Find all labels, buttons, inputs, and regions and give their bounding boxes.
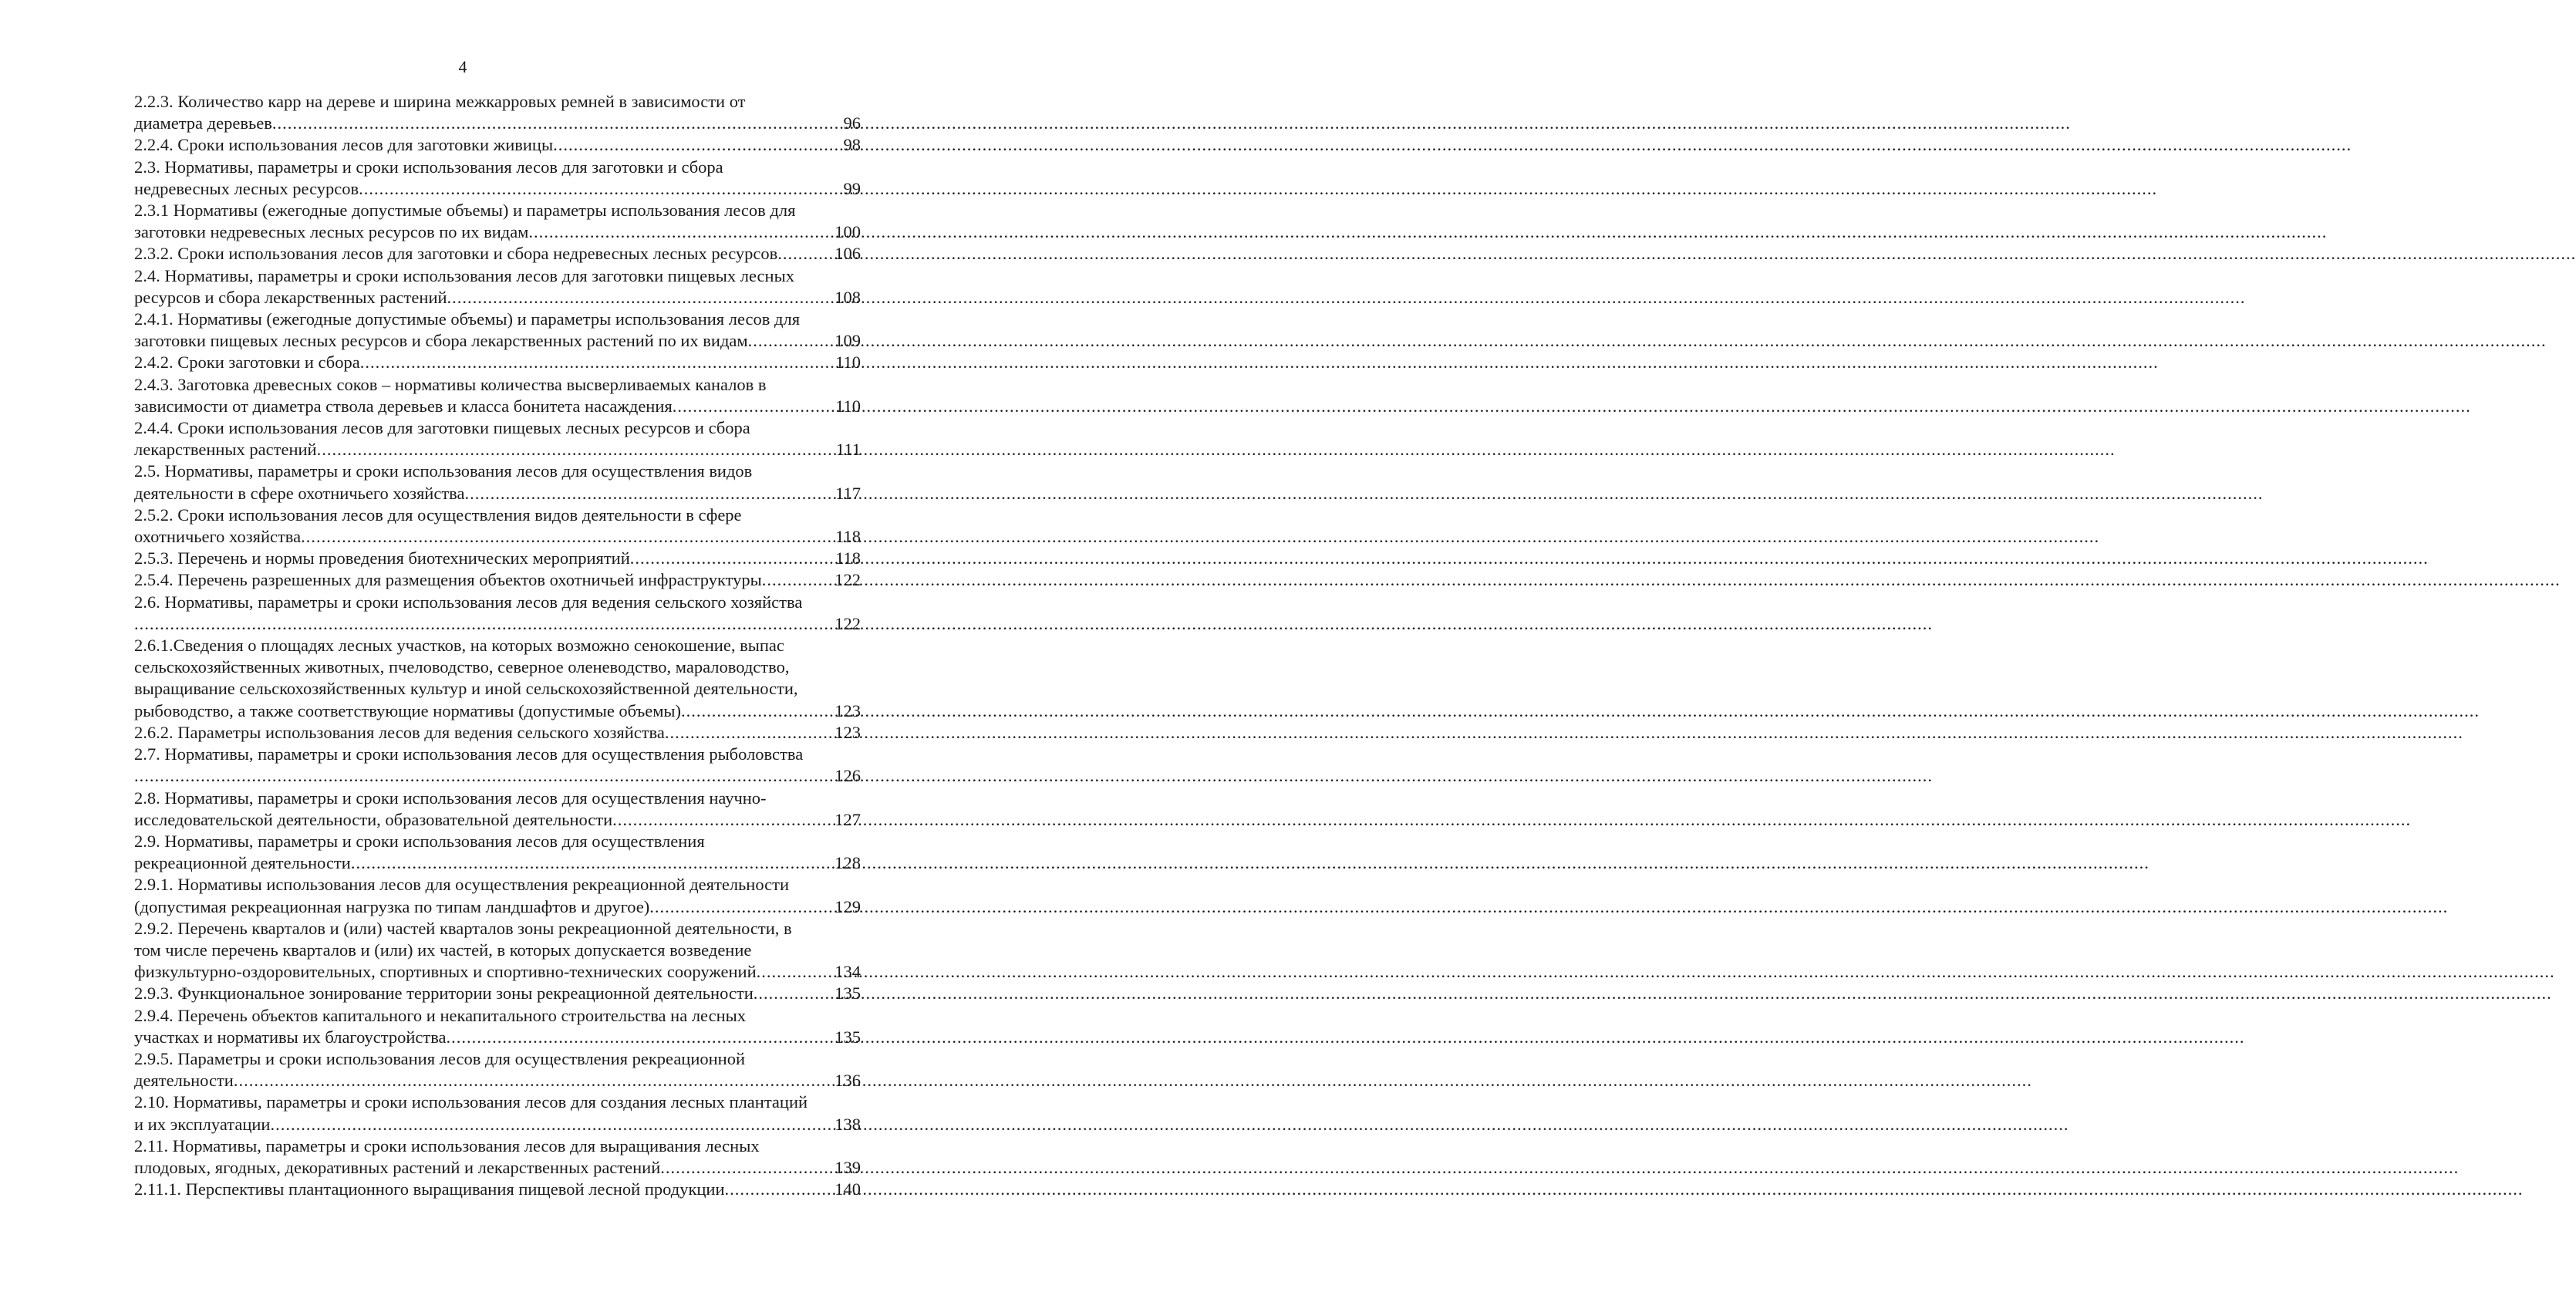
toc-entry-title: физкультурно-оздоровительных, спортивных и спортивно-технических сооружений (134, 962, 757, 982)
toc-entry-line: 2.5.2. Сроки использования лесов для осуществления видов деятельности в сфере (134, 504, 742, 525)
toc-entry-last-line (134, 896, 861, 918)
toc-entry-line: 2.5. Нормативы, параметры и сроки использования лесов для осуществления видов (134, 461, 753, 481)
toc-entry-last-line (134, 765, 861, 787)
toc-entry-last-line (134, 722, 861, 744)
toc-entry-last-line (134, 526, 861, 548)
toc-entry (134, 200, 861, 243)
dot-leader (553, 134, 842, 156)
dot-leader (134, 613, 834, 635)
toc-entry-line: 2.4.3. Заготовка древесных соков – нормативы количества высверливаемых каналов в (134, 374, 767, 394)
toc-entry-last-line (134, 983, 861, 1004)
toc-page-number: 135 (835, 1027, 861, 1047)
dot-leader (134, 765, 834, 787)
toc-page-number: 98 (843, 135, 861, 155)
toc-entry-line: 2.6. Нормативы, параметры и сроки использования лесов для ведения сельского хозяйства (134, 592, 803, 612)
toc-entry-last-line (134, 569, 861, 591)
toc-entry (134, 461, 861, 504)
toc-page-number: 140 (835, 1179, 861, 1199)
toc-entry (134, 1048, 861, 1091)
toc-entry (134, 91, 861, 134)
toc-entry-last-line (134, 700, 861, 722)
toc-entry-line: сельскохозяйственных животных, пчеловодство, северное оленеводство, мараловодство, (134, 657, 790, 677)
toc-entry-title: рекреационной деятельности (134, 853, 351, 873)
toc-entry-line: 2.4. Нормативы, параметры и сроки использования лесов для заготовки пищевых лесных (134, 265, 794, 285)
toc-entry-last-line (134, 134, 861, 156)
toc-page-number: 110 (835, 396, 861, 416)
toc-entry (134, 592, 861, 635)
dot-leader (272, 113, 843, 134)
toc-page-number: 118 (835, 527, 861, 547)
toc-entry-line: 2.3.1 Нормативы (ежегодные допустимые объемы) и параметры использования лесов для (134, 201, 796, 221)
toc-entry-line: 2.9.5. Параметры и сроки использования лесов для осуществления рекреационной (134, 1048, 746, 1068)
toc-entry-line: 2.4.1. Нормативы (ежегодные допустимые объемы) и параметры использования лесов для (134, 309, 801, 329)
dot-leader (762, 569, 834, 591)
toc-entry-title: 2.11.1. Перспективы плантационного выращивания пищевой лесной продукции (134, 1179, 725, 1199)
toc-page-number: 122 (835, 613, 861, 633)
toc-page-number: 134 (835, 962, 861, 982)
toc-entry-title: лекарственных растений (134, 440, 317, 460)
dot-leader (612, 809, 834, 831)
toc-entry-title: 2.2.4. Сроки использования лесов для заготовки живицы (134, 135, 554, 155)
toc-entry (134, 374, 861, 417)
toc-entry-last-line (134, 548, 861, 569)
toc-entry-last-line (134, 613, 861, 635)
toc-page-number: 108 (835, 287, 861, 307)
toc-entry-title: рыбоводство, а также соответствующие нормативы (допустимые объемы) (134, 700, 682, 720)
toc-entry (134, 918, 861, 983)
toc-entry-title: охотничьего хозяйства (134, 527, 302, 547)
toc-page-number: 138 (835, 1114, 861, 1134)
dot-leader (660, 1157, 834, 1179)
toc-page-number: 129 (835, 896, 861, 916)
toc-entry-last-line (134, 396, 861, 417)
toc-entry-title: (допустимая рекреационная нагрузка по типам ландшафтов и другое) (134, 896, 650, 916)
toc-entry (134, 548, 861, 569)
toc-entry-line: 2.9.2. Перечень кварталов и (или) частей кварталов зоны рекреационной деятельности, в (134, 918, 792, 938)
toc-entry-line: 2.7. Нормативы, параметры и сроки использования лесов для осуществления рыболовства (134, 744, 804, 764)
toc-entry (134, 874, 861, 917)
toc-entry-line: 2.9.4. Перечень объектов капитального и некапитального строительства на лесных (134, 1005, 746, 1025)
dot-leader (360, 352, 835, 373)
toc-entry-last-line (134, 352, 861, 373)
toc-page-number: 135 (835, 983, 861, 1004)
table-of-contents (134, 91, 861, 1200)
dot-leader (447, 1027, 835, 1048)
toc-entry-last-line (134, 243, 861, 265)
dot-leader (665, 722, 834, 744)
toc-entry-title: 2.3.2. Сроки использования лесов для заготовки и сбора недревесных лесных ресурсов (134, 244, 778, 264)
toc-entry-last-line (134, 483, 861, 504)
toc-entry-last-line (134, 1179, 861, 1200)
toc-page-number: 117 (835, 483, 861, 503)
toc-entry-title: 2.5.3. Перечень и нормы проведения биотехнических мероприятий (134, 548, 630, 568)
toc-entry-line: 2.9. Нормативы, параметры и сроки использования лесов для осуществления (134, 831, 705, 851)
toc-page-number: 136 (835, 1071, 861, 1091)
toc-entry (134, 744, 861, 787)
toc-page-number: 96 (843, 113, 861, 133)
dot-leader (754, 983, 834, 1004)
toc-entry (134, 134, 861, 156)
dot-leader (447, 287, 835, 309)
toc-entry-last-line (134, 330, 861, 352)
toc-entry-line: том числе перечень кварталов и (или) их частей, в которых допускается возведение (134, 940, 752, 960)
toc-entry-title: диаметра деревьев (134, 113, 272, 133)
toc-entry (134, 352, 861, 373)
toc-page-number: 126 (835, 766, 861, 786)
dot-leader (649, 896, 834, 918)
dot-leader (464, 483, 835, 504)
page-number: 4 (458, 57, 467, 76)
toc-page-number: 139 (835, 1157, 861, 1177)
toc-page-number: 128 (835, 853, 861, 873)
toc-page-number: 118 (835, 548, 861, 568)
toc-page-number: 123 (835, 700, 861, 720)
toc-page-number: 106 (835, 244, 861, 264)
document-page (0, 0, 926, 1309)
toc-entry-title: деятельности в сфере охотничьего хозяйства (134, 483, 465, 503)
toc-entry (134, 1005, 861, 1048)
toc-entry-last-line (134, 1070, 861, 1091)
toc-entry-last-line (134, 852, 861, 874)
toc-entry (134, 1135, 861, 1179)
toc-entry (134, 265, 861, 309)
toc-entry (134, 1091, 861, 1135)
toc-page-number: 100 (835, 222, 861, 242)
toc-entry-last-line (134, 113, 861, 134)
toc-entry (134, 983, 861, 1004)
toc-entry-last-line (134, 221, 861, 243)
toc-entry-title: деятельности (134, 1071, 234, 1091)
dot-leader (757, 961, 835, 983)
toc-entry-title: недревесных лесных ресурсов (134, 178, 359, 198)
dot-leader (681, 700, 834, 722)
toc-entry-last-line (134, 1114, 861, 1135)
toc-entry (134, 309, 861, 352)
toc-entry-title: ресурсов и сбора лекарственных растений (134, 287, 447, 307)
toc-entry-line: 2.9.1. Нормативы использования лесов для осуществления рекреационной деятельности (134, 875, 790, 895)
toc-page-number: 111 (835, 440, 861, 460)
toc-entry (134, 1179, 861, 1200)
toc-entry-last-line (134, 1157, 861, 1179)
dot-leader (270, 1114, 834, 1135)
toc-entry-line: 2.11. Нормативы, параметры и сроки использования лесов для выращивания лесных (134, 1135, 760, 1155)
toc-entry-title: исследовательской деятельности, образовательной деятельности (134, 809, 613, 829)
dot-leader (748, 330, 835, 352)
dot-leader (630, 548, 835, 569)
toc-entry (134, 635, 861, 722)
dot-leader (528, 221, 834, 243)
toc-entry (134, 417, 861, 461)
toc-entry (134, 788, 861, 831)
dot-leader (234, 1070, 834, 1091)
toc-entry (134, 831, 861, 874)
toc-entry-line: 2.6.1.Сведения о площадях лесных участков, на которых возможно сенокошение, выпас (134, 636, 784, 656)
toc-page-number: 123 (835, 722, 861, 742)
toc-entry-last-line (134, 178, 861, 200)
toc-entry-title: плодовых, ягодных, декоративных растений и лекарственных растений (134, 1157, 661, 1177)
toc-page-number: 109 (835, 331, 861, 351)
toc-entry-line: выращивание сельскохозяйственных культур и иной сельскохозяйственной деятельности, (134, 679, 798, 699)
toc-entry-line: 2.10. Нормативы, параметры и сроки использования лесов для создания лесных плантаций (134, 1092, 808, 1112)
toc-entry-title: участках и нормативы их благоустройства (134, 1027, 447, 1047)
toc-entry-title: 2.4.2. Сроки заготовки и сбора (134, 353, 360, 373)
toc-entry-line: 2.4.4. Сроки использования лесов для заготовки пищевых лесных ресурсов и сбора (134, 418, 750, 438)
toc-entry-title: зависимости от диаметра ствола деревьев и класса бонитета насаждения (134, 396, 673, 416)
dot-leader (351, 852, 834, 874)
toc-entry-last-line (134, 439, 861, 461)
toc-entry (134, 243, 861, 265)
toc-page-number: 110 (835, 353, 861, 373)
toc-entry-title: 2.6.2. Параметры использования лесов для ведения сельского хозяйства (134, 722, 665, 742)
toc-entry-last-line (134, 961, 861, 983)
toc-entry-line: 2.3. Нормативы, параметры и сроки использования лесов для заготовки и сбора (134, 157, 723, 177)
dot-leader (301, 526, 835, 548)
dot-leader (725, 1179, 835, 1200)
toc-entry-line: 2.2.3. Количество карр на дереве и ширина межкарровых ремней в зависимости от (134, 92, 746, 111)
toc-entry-title: заготовки недревесных лесных ресурсов по их видам (134, 222, 529, 242)
toc-page-number: 122 (835, 570, 861, 590)
toc-entry (134, 722, 861, 744)
dot-leader (317, 439, 835, 461)
toc-entry (134, 569, 861, 591)
toc-page-number: 99 (843, 178, 861, 198)
toc-entry-title: и их эксплуатации (134, 1114, 271, 1134)
toc-entry-title: 2.5.4. Перечень разрешенных для размещения объектов охотничьей инфраструктуры (134, 570, 762, 590)
dot-leader (777, 243, 834, 265)
toc-entry-last-line (134, 809, 861, 831)
toc-entry-title: заготовки пищевых лесных ресурсов и сбора лекарственных растений по их видам (134, 331, 748, 351)
dot-leader (359, 178, 842, 200)
dot-leader (673, 396, 835, 417)
toc-entry (134, 504, 861, 548)
toc-entry-last-line (134, 1027, 861, 1048)
toc-entry-line: 2.8. Нормативы, параметры и сроки использования лесов для осуществления научно- (134, 788, 767, 808)
toc-page-number: 127 (835, 809, 861, 829)
toc-entry-last-line (134, 287, 861, 309)
toc-entry-title: 2.9.3. Функциональное зонирование территории зоны рекреационной деятельности (134, 983, 754, 1004)
toc-entry (134, 157, 861, 200)
